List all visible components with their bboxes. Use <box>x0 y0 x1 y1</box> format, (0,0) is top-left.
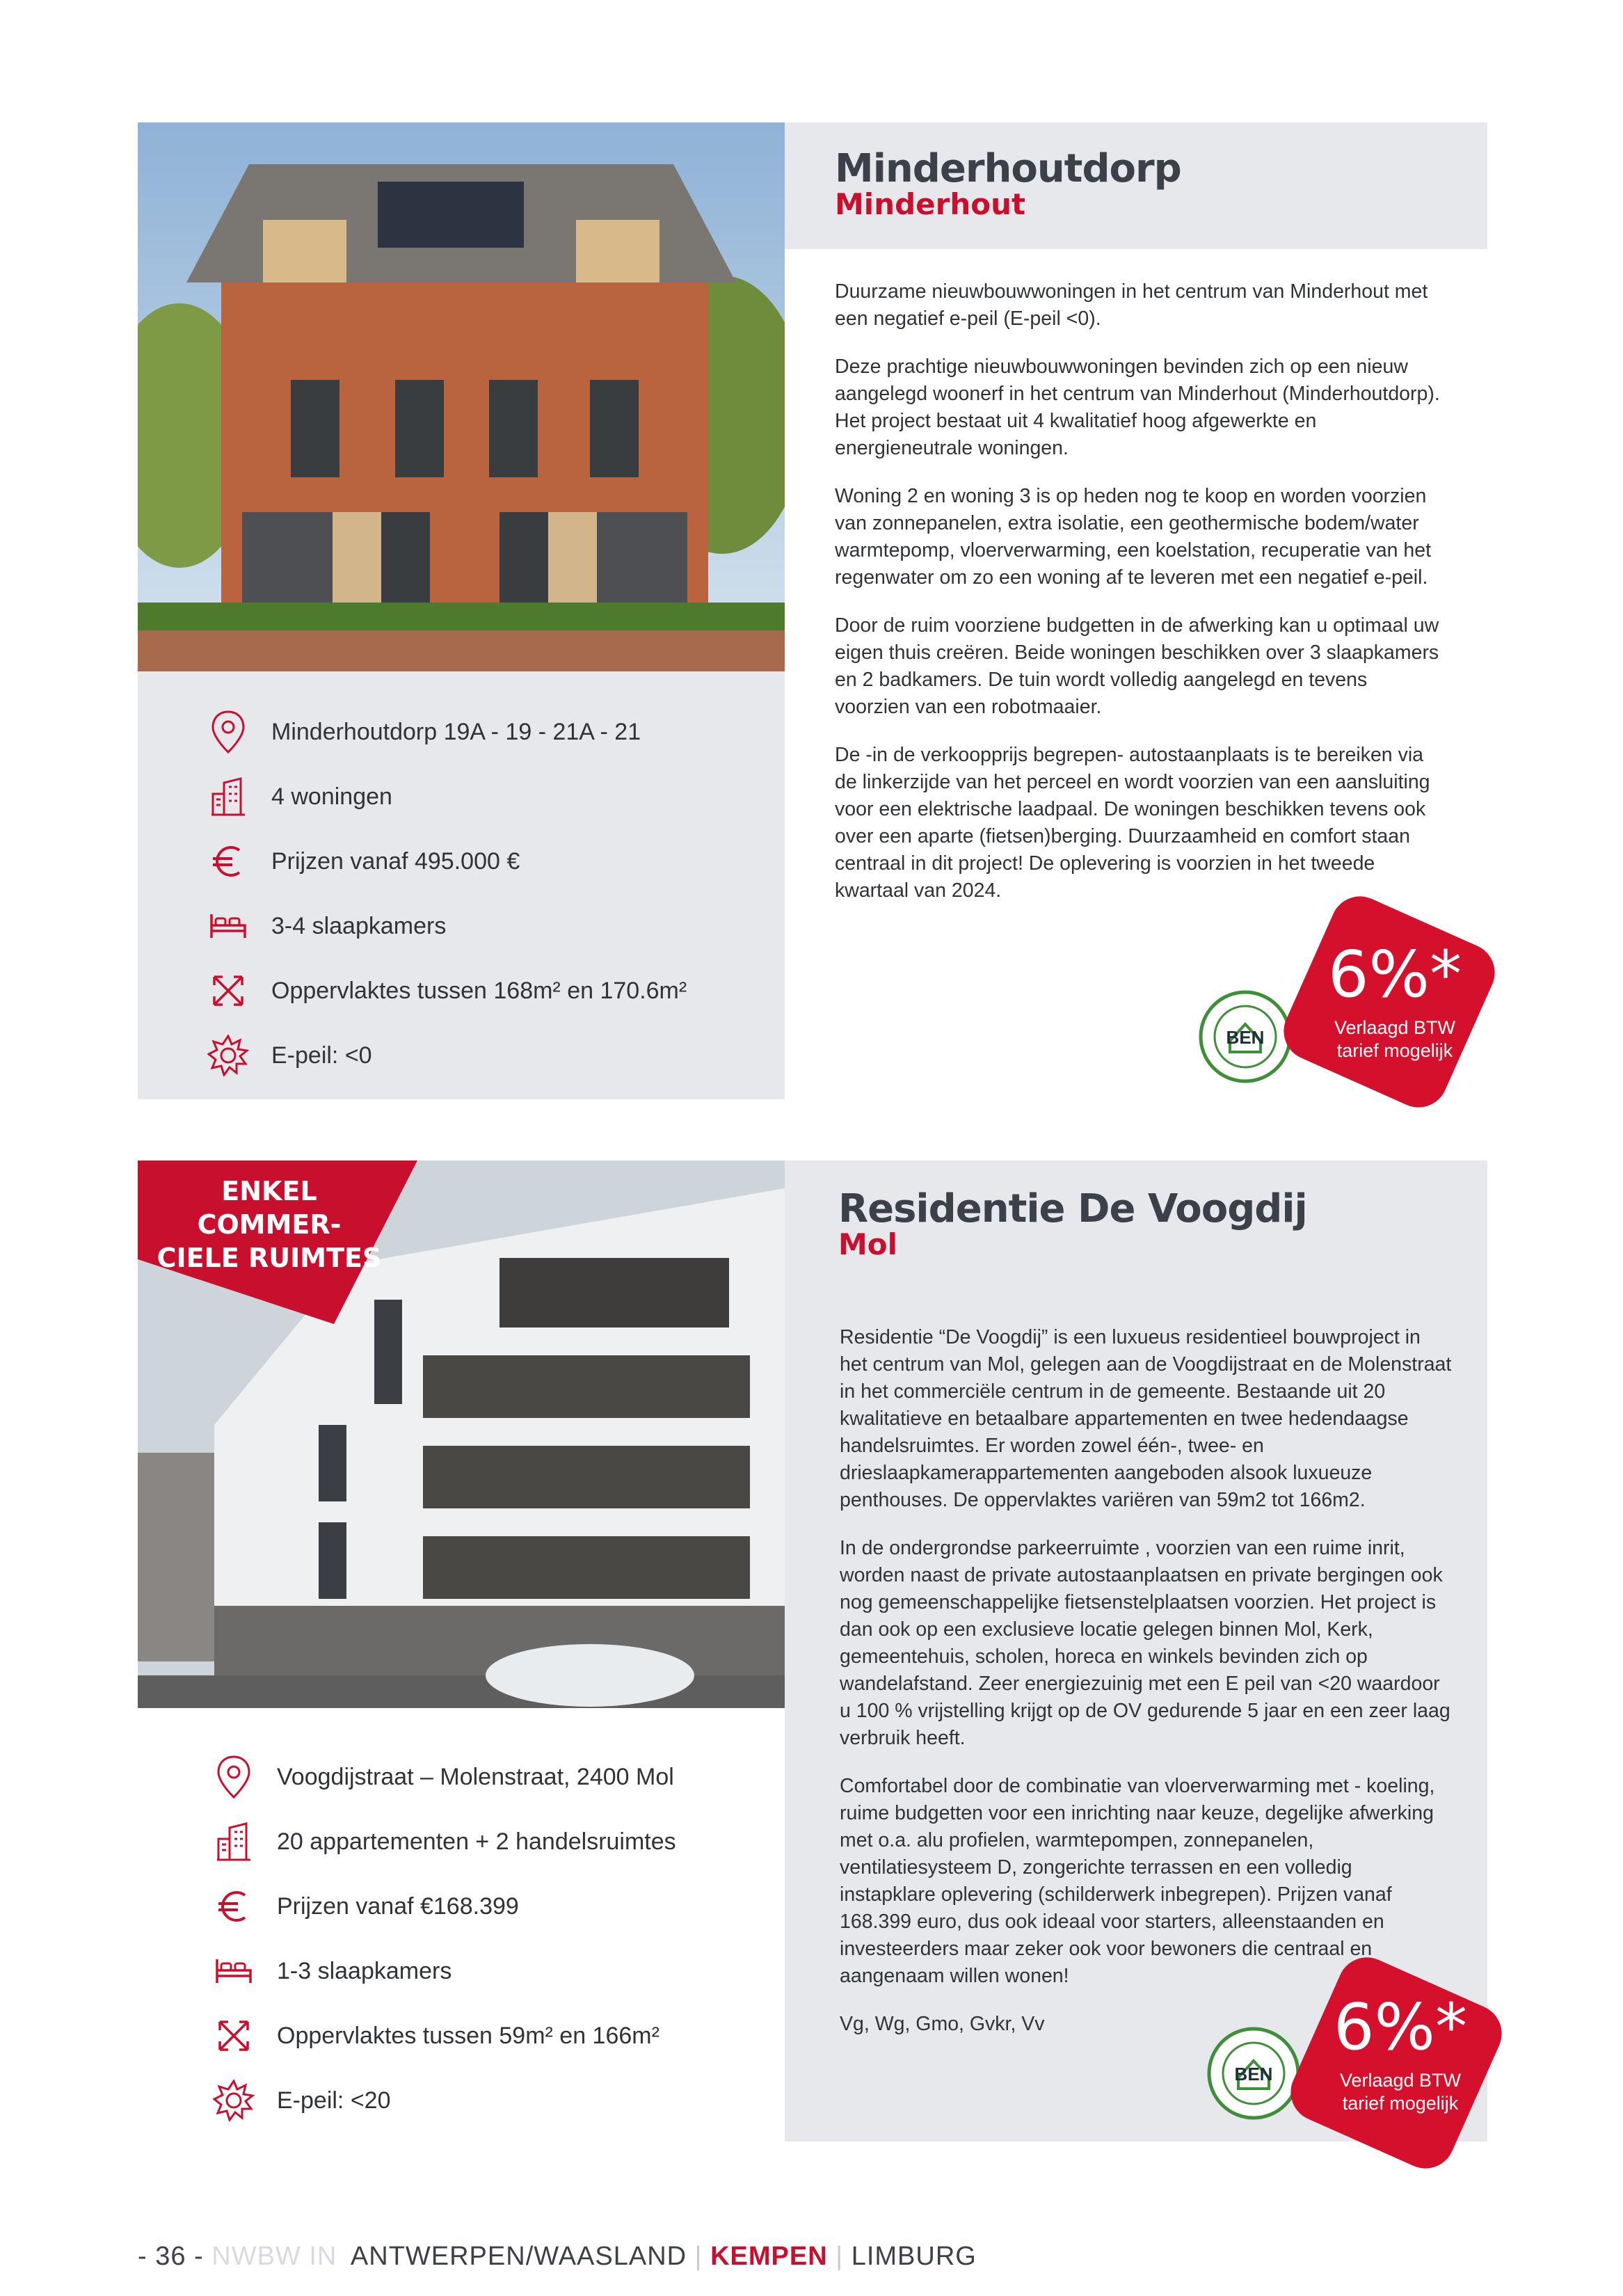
euro-icon <box>206 839 250 884</box>
page-number: - 36 - <box>138 2242 204 2271</box>
project1-vat-line2: tarief mogelijk <box>1336 1040 1453 1061</box>
page-footer <box>138 2242 977 2272</box>
project2-vat-line2: tarief mogelijk <box>1342 2093 1459 2114</box>
project2-title: Residentie De Voogdij <box>838 1186 1307 1231</box>
feature-price <box>211 1884 519 1929</box>
project2-ben-logo-text: BEN <box>1234 2064 1273 2084</box>
project2-ribbon-line2: CIELE RUIMTES <box>157 1243 382 1273</box>
feature-address-label: Minderhoutdorp 19A - 19 - 21A - 21 <box>271 718 641 745</box>
feature-price <box>206 839 520 884</box>
euro-icon <box>211 1884 256 1929</box>
project1-paragraph: Deze prachtige nieuwbouwwoningen bevinden zich op een nieuw aangelegd woonerf in het centrum van Minderhout (Minderhoutdorp). Het project bestaat uit 4 kwalitatief hoog afgewerkte en energieneutrale woningen. <box>835 356 1440 459</box>
feature-units <box>206 774 392 819</box>
project2-header <box>838 1186 1307 1261</box>
project1-house-photo <box>138 122 785 671</box>
project2-ribbon-line1: ENKEL COMMER- <box>197 1176 342 1240</box>
project1-paragraph: Door de ruim voorziene budgetten in de afwerking kan u optimaal uw eigen thuis creëren. Beide woningen beschikken over 3 slaapkamers en 2 badkamers. De tuin wordt volledig aangelegd en tevens voorzien van een robotmaaier. <box>835 614 1439 718</box>
feature-price-label: Prijzen vanaf 495.000 € <box>271 847 520 875</box>
feature-epeil-label: E-peil: <20 <box>277 2087 391 2114</box>
expand-arrows-icon <box>206 968 250 1013</box>
project2-ribbon-text <box>147 1174 391 1275</box>
project1-paragraph: Woning 2 en woning 3 is op heden nog te koop en worden voorzien van zonnepanelen, extra isolatie, een geothermische bodem/water warmtepomp, vloerverwarming, een koelstation, recuperatie van het regenwater om zo een woning af te leveren met een negatief e-peil. <box>835 485 1432 589</box>
feature-price-label: Prijzen vanaf €168.399 <box>277 1892 519 1920</box>
feature-units-label: 4 woningen <box>271 783 392 810</box>
feature-area-label: Oppervlaktes tussen 59m² en 166m² <box>277 2022 659 2049</box>
feature-epeil-label: E-peil: <0 <box>271 1042 372 1069</box>
bed-icon <box>211 1949 256 1993</box>
project1-feature-list <box>206 710 762 1085</box>
project1-ben-logo-text: BEN <box>1226 1027 1265 1048</box>
project1-vat-percent: 6%* <box>1328 937 1462 1012</box>
feature-bedrooms-label: 3-4 slaapkamers <box>271 912 447 939</box>
feature-area <box>211 2014 659 2058</box>
project1-ben-logo <box>1197 988 1294 1085</box>
project2-subtitle: Mol <box>838 1227 898 1261</box>
building-icon <box>211 1819 256 1864</box>
bed-icon <box>206 904 250 948</box>
feature-units <box>211 1819 676 1864</box>
project1-vat-line1: Verlaagd BTW <box>1334 1017 1456 1038</box>
project2-paragraph: In de ondergrondse parkeerruimte , voorzien van een ruime inrit, worden naast de private autostaanplaatsen en private bergingen ook nog gemeenschappelijke fietsenstelplaatsen voorzien. Het project is dan ook op een exclusieve locatie gelegen binnen Mol, Kerk, gemeentehuis, scholen, horeca en winkels bevinden zich op wandelafstand. Zeer energiezuinig met een E peil van <20 waardoor u 100 % vrijstelling krijgt op de OV gedurende 5 jaar en een zeer laag verbruik heeft. <box>840 1537 1450 1749</box>
project1-header <box>835 146 1181 221</box>
feature-bedrooms <box>206 904 446 948</box>
location-pin-icon <box>206 710 250 754</box>
feature-epeil <box>206 1033 372 1078</box>
feature-address <box>206 710 641 754</box>
project2-paragraph: Comfortabel door de combinatie van vloerverwarming met - koeling, ruime budgetten voor een inrichting naar keuze, degelijke afwerking met o.a. alu profielen, warmtepompen, zonnepanelen, ventilatiesysteem D, zongerichte terrassen en een volledig instapklare oplevering (schilderwerk inbegrepen). Prijzen vanaf 168.399 euro, dus ook ideaal voor starters, alleenstaanden en investeerders maar zeker ook voor bewoners die centraal en aangenaam willen wonen! <box>840 1775 1435 1987</box>
project1-title: Minderhoutdorp <box>835 146 1181 191</box>
project1-paragraph: De -in de verkoopprijs begrepen- autostaanplaats is te bereiken via de linkerzijde van het perceel en wordt voorzien van een aansluiting voor een elektrische laadpaal. De woningen beschikken tevens ook over een aparte (fietsen)berging. Duurzaamheid en comfort staan centraal in dit project! De oplevering is voorzien in het tweede kwartaal van 2024. <box>835 744 1430 902</box>
footer-region-limburg: LIMBURG <box>851 2242 977 2271</box>
expand-arrows-icon <box>211 2014 256 2058</box>
footer-region-antwerpen: ANTWERPEN/WAASLAND <box>350 2242 687 2271</box>
project2-feature-list <box>211 1755 768 2130</box>
project2-ben-logo <box>1205 2025 1302 2122</box>
energy-sun-icon <box>211 2078 256 2123</box>
project2-paragraph: Residentie “De Voogdij” is een luxueus residentieel bouwproject in het centrum van Mol, gelegen aan de Voogdijstraat en de Molenstraat in het commerciële centrum in de gemeente. Bestaande uit 20 kwalitatieve en betaalbare appartementen en twee hedendaagse handelsruimtes. Er worden zowel één-, twee- en drieslaapkamerappartementen aangeboden alsook luxueuze penthouses. De oppervlaktes variëren van 59m2 tot 166m2. <box>840 1326 1452 1511</box>
project1-paragraph: Duurzame nieuwbouwwoningen in het centrum van Minderhout met een negatief e-peil (E-peil <0). <box>835 280 1428 330</box>
project2-vat-badge-text <box>1320 1990 1480 2115</box>
footer-separator: | <box>694 2242 703 2271</box>
feature-units-label: 20 appartementen + 2 handelsruimtes <box>277 1828 676 1855</box>
footer-separator: | <box>836 2242 844 2271</box>
feature-area-label: Oppervlaktes tussen 168m² en 170.6m² <box>271 977 687 1004</box>
feature-address <box>211 1755 674 1799</box>
project2-description <box>840 1324 1452 2059</box>
energy-sun-icon <box>206 1033 250 1078</box>
feature-epeil <box>211 2078 391 2123</box>
project1-vat-badge-text <box>1315 937 1475 1062</box>
project1-subtitle: Minderhout <box>835 187 1026 221</box>
building-icon <box>206 774 250 819</box>
location-pin-icon <box>211 1755 256 1799</box>
project2-paragraph: Vg, Wg, Gmo, Gvkr, Vv <box>840 2013 1045 2035</box>
feature-area <box>206 968 687 1013</box>
project1-description <box>835 278 1447 925</box>
project2-vat-line1: Verlaagd BTW <box>1339 2070 1462 2091</box>
feature-bedrooms <box>211 1949 451 1993</box>
footer-region-kempen: KEMPEN <box>710 2242 828 2271</box>
project2-vat-percent: 6%* <box>1334 1990 1467 2064</box>
footer-brand: NWBW IN <box>211 2242 337 2271</box>
feature-address-label: Voogdijstraat – Molenstraat, 2400 Mol <box>277 1763 674 1790</box>
feature-bedrooms-label: 1-3 slaapkamers <box>277 1957 452 1984</box>
